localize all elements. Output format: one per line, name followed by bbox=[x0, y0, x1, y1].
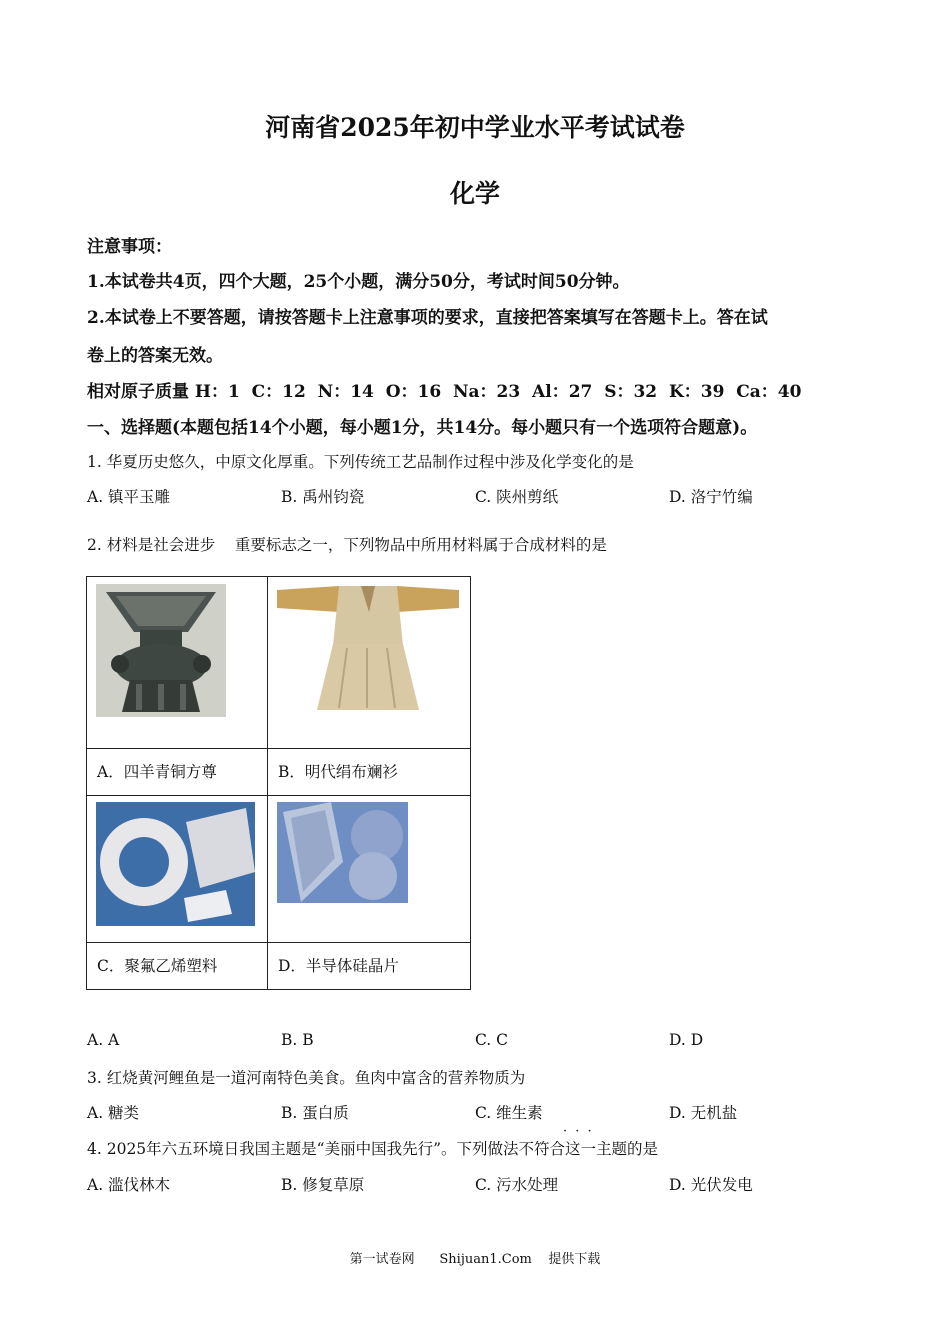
question-4-stem: 4. 2025年六五环境日我国主题是“美丽中国我先行”。下列做法不符合这一主题的是 bbox=[87, 1140, 659, 1158]
question-3-option-b: B. 蛋白质 bbox=[281, 1104, 349, 1122]
question-2-stem: 2. 材料是社会进步 重要标志之一，下列物品中所用材料属于合成材料的是 bbox=[87, 536, 607, 554]
image-cell-a bbox=[87, 577, 268, 749]
question-2-option-d: D. D bbox=[669, 1031, 704, 1049]
image-cell-d bbox=[268, 796, 471, 943]
image-cell-b bbox=[268, 577, 471, 749]
question-4-option-b: B. 修复草原 bbox=[281, 1176, 365, 1194]
caption-a: A．四羊青铜方尊 bbox=[87, 749, 268, 796]
question-2-image-table bbox=[86, 576, 471, 990]
question-3-stem: 3. 红烧黄河鲤鱼是一道河南特色美食。鱼肉中富含的营养物质为 bbox=[87, 1069, 526, 1087]
question-4-option-a: A. 滥伐林木 bbox=[87, 1176, 171, 1194]
question-1-option-b: B. 禹州钧瓷 bbox=[281, 488, 365, 506]
question-1-option-d: D. 洛宁竹编 bbox=[669, 488, 753, 506]
ptfe-plastic-image bbox=[96, 802, 255, 926]
question-4-option-d: D. 光伏发电 bbox=[669, 1176, 753, 1194]
question-2-option-a: A. A bbox=[87, 1031, 120, 1049]
question-2-option-b: B. B bbox=[281, 1031, 314, 1049]
emphasis-dots: · · · bbox=[563, 1124, 594, 1139]
subject-title: 化学 bbox=[449, 179, 500, 208]
notice-heading: 注意事项： bbox=[87, 237, 172, 257]
caption-d: D．半导体硅晶片 bbox=[268, 943, 471, 990]
section-1-heading: 一、选择题(本题包括14个小题，每小题1分，共14分。每小题只有一个选项符合题意)。 bbox=[87, 418, 758, 438]
question-1-option-a: A. 镇平玉雕 bbox=[87, 488, 171, 506]
silk-robe-image bbox=[277, 582, 459, 715]
notice-item-1: 1.本试卷共4页，四个大题，25个小题，满分50分，考试时间50分钟。 bbox=[87, 272, 630, 292]
question-2-option-c: C. C bbox=[475, 1031, 509, 1049]
caption-b: B．明代绢布斓衫 bbox=[268, 749, 471, 796]
notice-item-2-line-2: 卷上的答案无效。 bbox=[87, 346, 223, 366]
question-4-option-c: C. 污水处理 bbox=[475, 1176, 559, 1194]
silicon-wafer-image bbox=[277, 802, 408, 903]
page-footer: 第一试卷网 Shijuan1.Com 提供下载 bbox=[349, 1252, 601, 1267]
image-cell-c bbox=[87, 796, 268, 943]
bronze-zun-image bbox=[96, 584, 226, 717]
caption-c: C．聚氟乙烯塑料 bbox=[87, 943, 268, 990]
atomic-mass-line: 相对原子质量 H：1 C：12 N：14 O：16 Na：23 Al：27 S：32 K：39 Ca：40 bbox=[87, 382, 802, 402]
question-3-option-c: C. 维生素 bbox=[475, 1104, 543, 1122]
question-3-option-a: A. 糖类 bbox=[87, 1104, 140, 1122]
question-3-option-d: D. 无机盐 bbox=[669, 1104, 738, 1122]
question-1-option-c: C. 陕州剪纸 bbox=[475, 488, 559, 506]
exam-title: 河南省2025年初中学业水平考试试卷 bbox=[265, 113, 685, 142]
notice-item-2-line-1: 2.本试卷上不要答题，请按答题卡上注意事项的要求，直接把答案填写在答题卡上。答在试 bbox=[87, 308, 768, 328]
question-1-stem: 1. 华夏历史悠久，中原文化厚重。下列传统工艺品制作过程中涉及化学变化的是 bbox=[87, 453, 634, 471]
